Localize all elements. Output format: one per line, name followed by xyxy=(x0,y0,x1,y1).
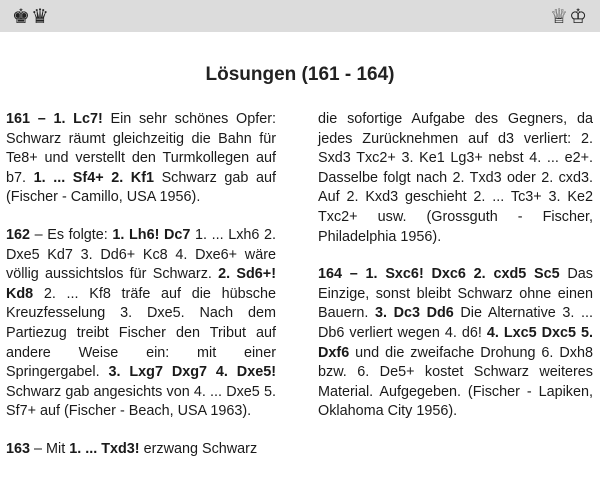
white-king-icon: ♔ xyxy=(569,4,587,28)
solution-162-number: 162 xyxy=(6,226,31,243)
solution-164-moves-3: 4. Lxc5 Dxc5 5. Dxf6 xyxy=(318,324,594,361)
solution-163-moves: 1. ... Txd3! xyxy=(69,440,140,457)
left-column xyxy=(6,110,276,478)
white-queen-icon: ♕ xyxy=(550,4,569,28)
solution-162-moves-2: 2. Sd6+! Kd8 xyxy=(6,266,276,302)
solution-161 xyxy=(6,110,276,208)
solution-162-text-2: 1. ... Lxh6 2. Dxe5 Kd7 3. Dd6+ Kc8 4. Dxe6+ wäre völlig aussichtslos für Schwarz. xyxy=(6,226,277,283)
solution-163-number: 163 xyxy=(6,440,31,457)
header-right-icons xyxy=(550,4,588,28)
solution-162-moves-3: 3. Lxg7 Dxg7 4. Dxe5! xyxy=(108,364,277,381)
solution-162-text: – Es folgte: xyxy=(30,226,113,243)
black-queen-icon: ♛ xyxy=(30,4,49,28)
header-bar xyxy=(0,0,600,32)
solution-162-text-4: Schwarz gab angesichts von 4. ... Dxe5 5. Sf7+ auf (Fischer - Beach, USA 1963). xyxy=(6,383,276,420)
solution-164 xyxy=(318,265,593,422)
right-column xyxy=(318,110,593,440)
black-king-icon: ♚ xyxy=(12,4,30,28)
solution-161-moves-2: 1. ... Sf4+ 2. Kf1 xyxy=(33,169,154,186)
solution-164-text-3: und die zweifache Drohung 6. Dxh8 bzw. 6. De5+ kostet Schwarz weiteres Material. Aufgegeben. (Fischer - Lapiken, Oklahoma City 1956). xyxy=(318,344,593,420)
solution-163-text-2: erzwang Schwarz xyxy=(139,440,258,457)
solution-162 xyxy=(6,226,276,422)
solution-164-text-2: Die Alternative 3. ... Db6 verliert wegen 4. d6! xyxy=(318,305,594,341)
solution-164-moves: 164 – 1. Sxc6! Dxc6 2. cxd5 Sc5 xyxy=(318,266,560,283)
solution-161-move: 161 – 1. Lc7! xyxy=(6,111,103,127)
solution-163-text: – Mit xyxy=(30,440,70,457)
solution-161-text: Ein sehr schönes Opfer: Schwarz räumt gleichzeitig die Bahn für Te8+ und verstellt den Turmkollegen auf b7. xyxy=(6,111,276,186)
solution-164-text: Das Einzige, sonst bleibt Schwarz ohne einen Bauern. xyxy=(318,266,594,322)
solution-162-moves: 1. Lh6! Dc7 xyxy=(112,226,191,243)
solution-163 xyxy=(6,440,276,460)
solution-164-moves-2: 3. Dc3 Dd6 xyxy=(375,305,454,322)
solution-162-text-3: 2. ... Kf8 träfe auf die hübsche Kreuzfesselung 3. Dxe5. Nach dem Partiezug treibt Fischer den Tribut auf andere Weise ein: mit einer Springergabel. xyxy=(6,285,276,381)
page-title: Lösungen (161 - 164) xyxy=(205,64,395,85)
header-left-icons xyxy=(12,4,50,28)
solution-161-text-2: Schwarz gab auf (Fischer - Camillo, USA 1956). xyxy=(6,169,276,206)
solution-163-continued: die sofortige Aufgabe des Gegners, da jedes Zurücknehmen auf d3 verliert: 2. Sxd3 Txc2+ 3. Ke1 Lg3+ nebst 4. ... e2+. Dasselbe folgt nach 2. Txd3 oder 2. cxd3. Auf 2. Kxd3 geschieht 2. ... Tc3+ 3. Ke2 Txc2+ usw. (Grossguth - Fischer, Philadelphia 1956). xyxy=(318,111,593,245)
